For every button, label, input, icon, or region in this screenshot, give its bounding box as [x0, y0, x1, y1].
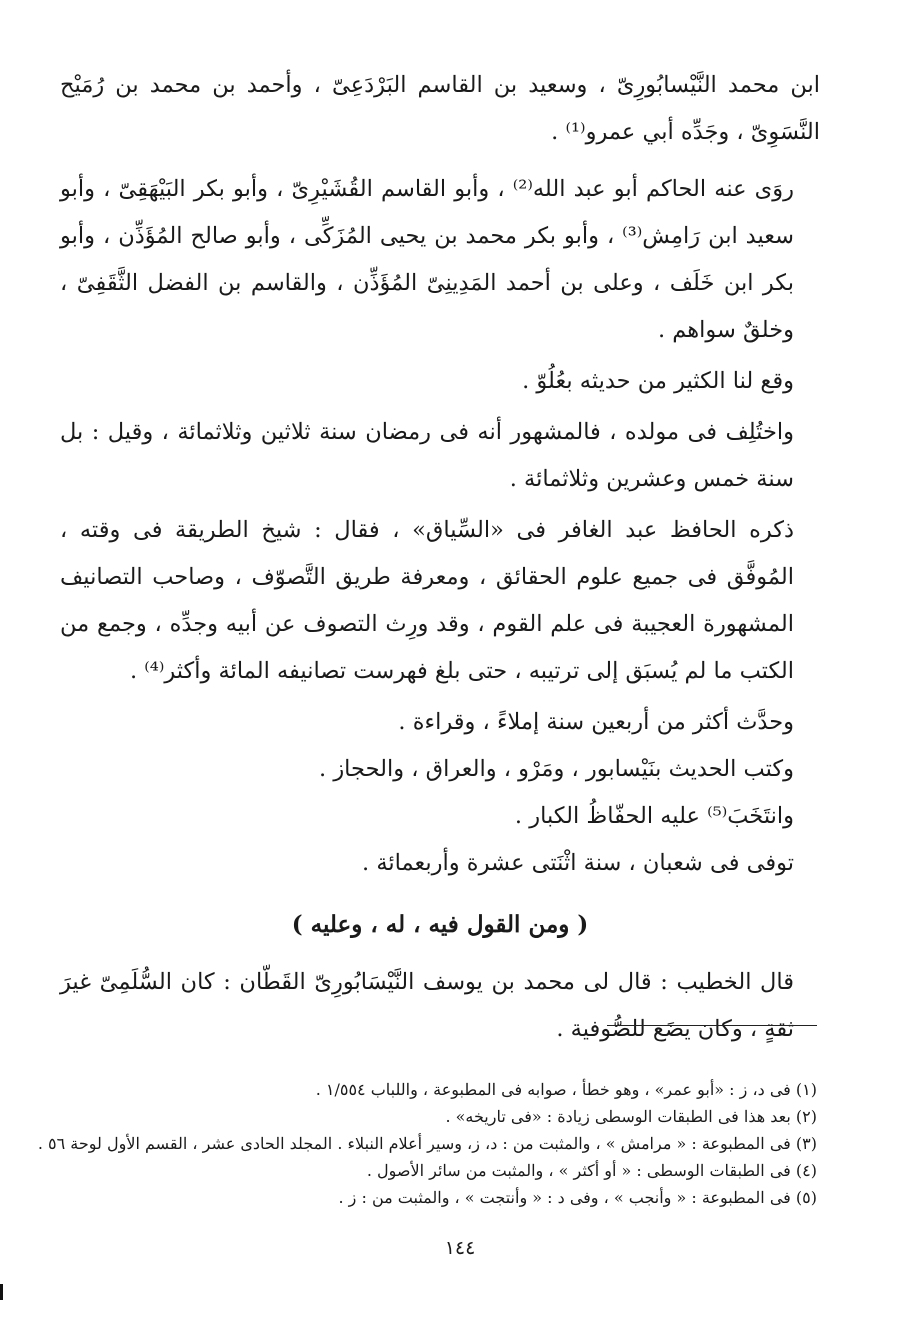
closing-text: [60, 959, 820, 1053]
paragraph-birth: واختُلِف فى مولده ، فالمشهور أنه فى رمضان سنة ثلاثين وثلاثمائة ، وقيل : بل سنة خمس وعشرين وثلاثمائة .: [60, 419, 794, 492]
line-selection: وانتَخَبَ⁽⁵⁾ عليه الحفّاظُ الكبار .: [514, 803, 794, 829]
paragraph-teachers: ابن محمد النَّيْسابُورِىّ ، وسعيد بن القاسم البَرْدَعِىّ ، وأحمد بن محمد بن رُمَيْح النَّسَوِىّ ، وجَدِّه أبي عمرو⁽¹⁾ .: [60, 72, 820, 145]
footnote-divider: [607, 1025, 817, 1026]
line-travels: وكتب الحديث بنَيْسابور ، ومَرْو ، والعراق ، والحجاز .: [319, 756, 794, 782]
line-dictation: وحدَّث أكثر من أربعين سنة إملاءً ، وقراءة .: [398, 709, 794, 735]
footnote-3: (٣) فى المطبوعة : « مرامش » ، والمثبت من : د، ز، وسير أعلام النبلاء . المجلد الحادى عشر ، القسم الأول لوحة ٥٦ .: [37, 1134, 817, 1153]
footnote-5: (٥) فى المطبوعة : « وأنجب » ، وفى د : « وأنتجت » ، والمثبت من : ز .: [338, 1188, 817, 1207]
footnote-2: (٢) بعد هذا فى الطبقات الوسطى زيادة : «فى تاريخه» .: [445, 1107, 817, 1126]
scan-edge-mark: [0, 1284, 3, 1300]
paragraph-biography: ذكره الحافظ عبد الغافر فى «السِّياق» ، فقال : شيخ الطريقة فى وقته ، المُوفَّق فى جميع علوم الحقائق ، ومعرفة طريق التَّصوّف ، وصاحب التصانيف المشهورة العجيبة فى علم القوم ، وقد ورِث التصوف عن أبيه وجدِّه ، وجمع من الكتب ما لم يُسبَق إلى ترتيبه ، حتى بلغ فهرست تصانيفه المائة وأكثر⁽⁴⁾ .: [60, 517, 794, 684]
page-number: ١٤٤: [444, 1237, 476, 1259]
footnote-1: (١) فى د، ز : «أبو عمر» ، وهو خطأ ، صوابه فى المطبوعة ، واللباب ١/٥٥٤ .: [315, 1080, 817, 1099]
main-text-column: [60, 62, 820, 1057]
section-heading: ( ومن القول فيه ، له ، وعليه ): [291, 911, 589, 938]
paragraph-narrators: روَى عنه الحاكم أبو عبد الله⁽²⁾ ، وأبو القاسم القُشَيْرِىّ ، وأبو بكر البَيْهَقِىّ ، وأبو سعيد ابن رَامِش⁽³⁾ ، وأبو بكر محمد بن يحيى المُزَكِّى ، وأبو صالح المُؤَذِّن ، وأبو بكر ابن خَلَف ، وعلى بن أحمد المَدِينِىّ المُؤَذِّن ، والقاسم بن الفضل الثَّقَفِىّ ، وخلقٌ سواهم .: [60, 176, 794, 343]
paragraph-khatib: قال الخطيب : قال لى محمد بن يوسف النَّيْسَابُورِىّ القَطّان : كان السُّلَمِىّ غيرَ ثقةٍ ، وكان يضَع للصُّوفية .: [60, 969, 794, 1042]
body-text: [60, 62, 820, 887]
line-death: توفى فى شعبان ، سنة اثْنَتى عشرة وأربعمائة .: [362, 850, 794, 876]
paragraph-high-chain: وقع لنا الكثير من حديثه بعُلُوّ .: [522, 368, 794, 394]
footnote-4: (٤) فى الطبقات الوسطى : « أو أكثر » ، والمثبت من سائر الأصول .: [366, 1161, 817, 1180]
footnotes: [37, 1076, 817, 1211]
